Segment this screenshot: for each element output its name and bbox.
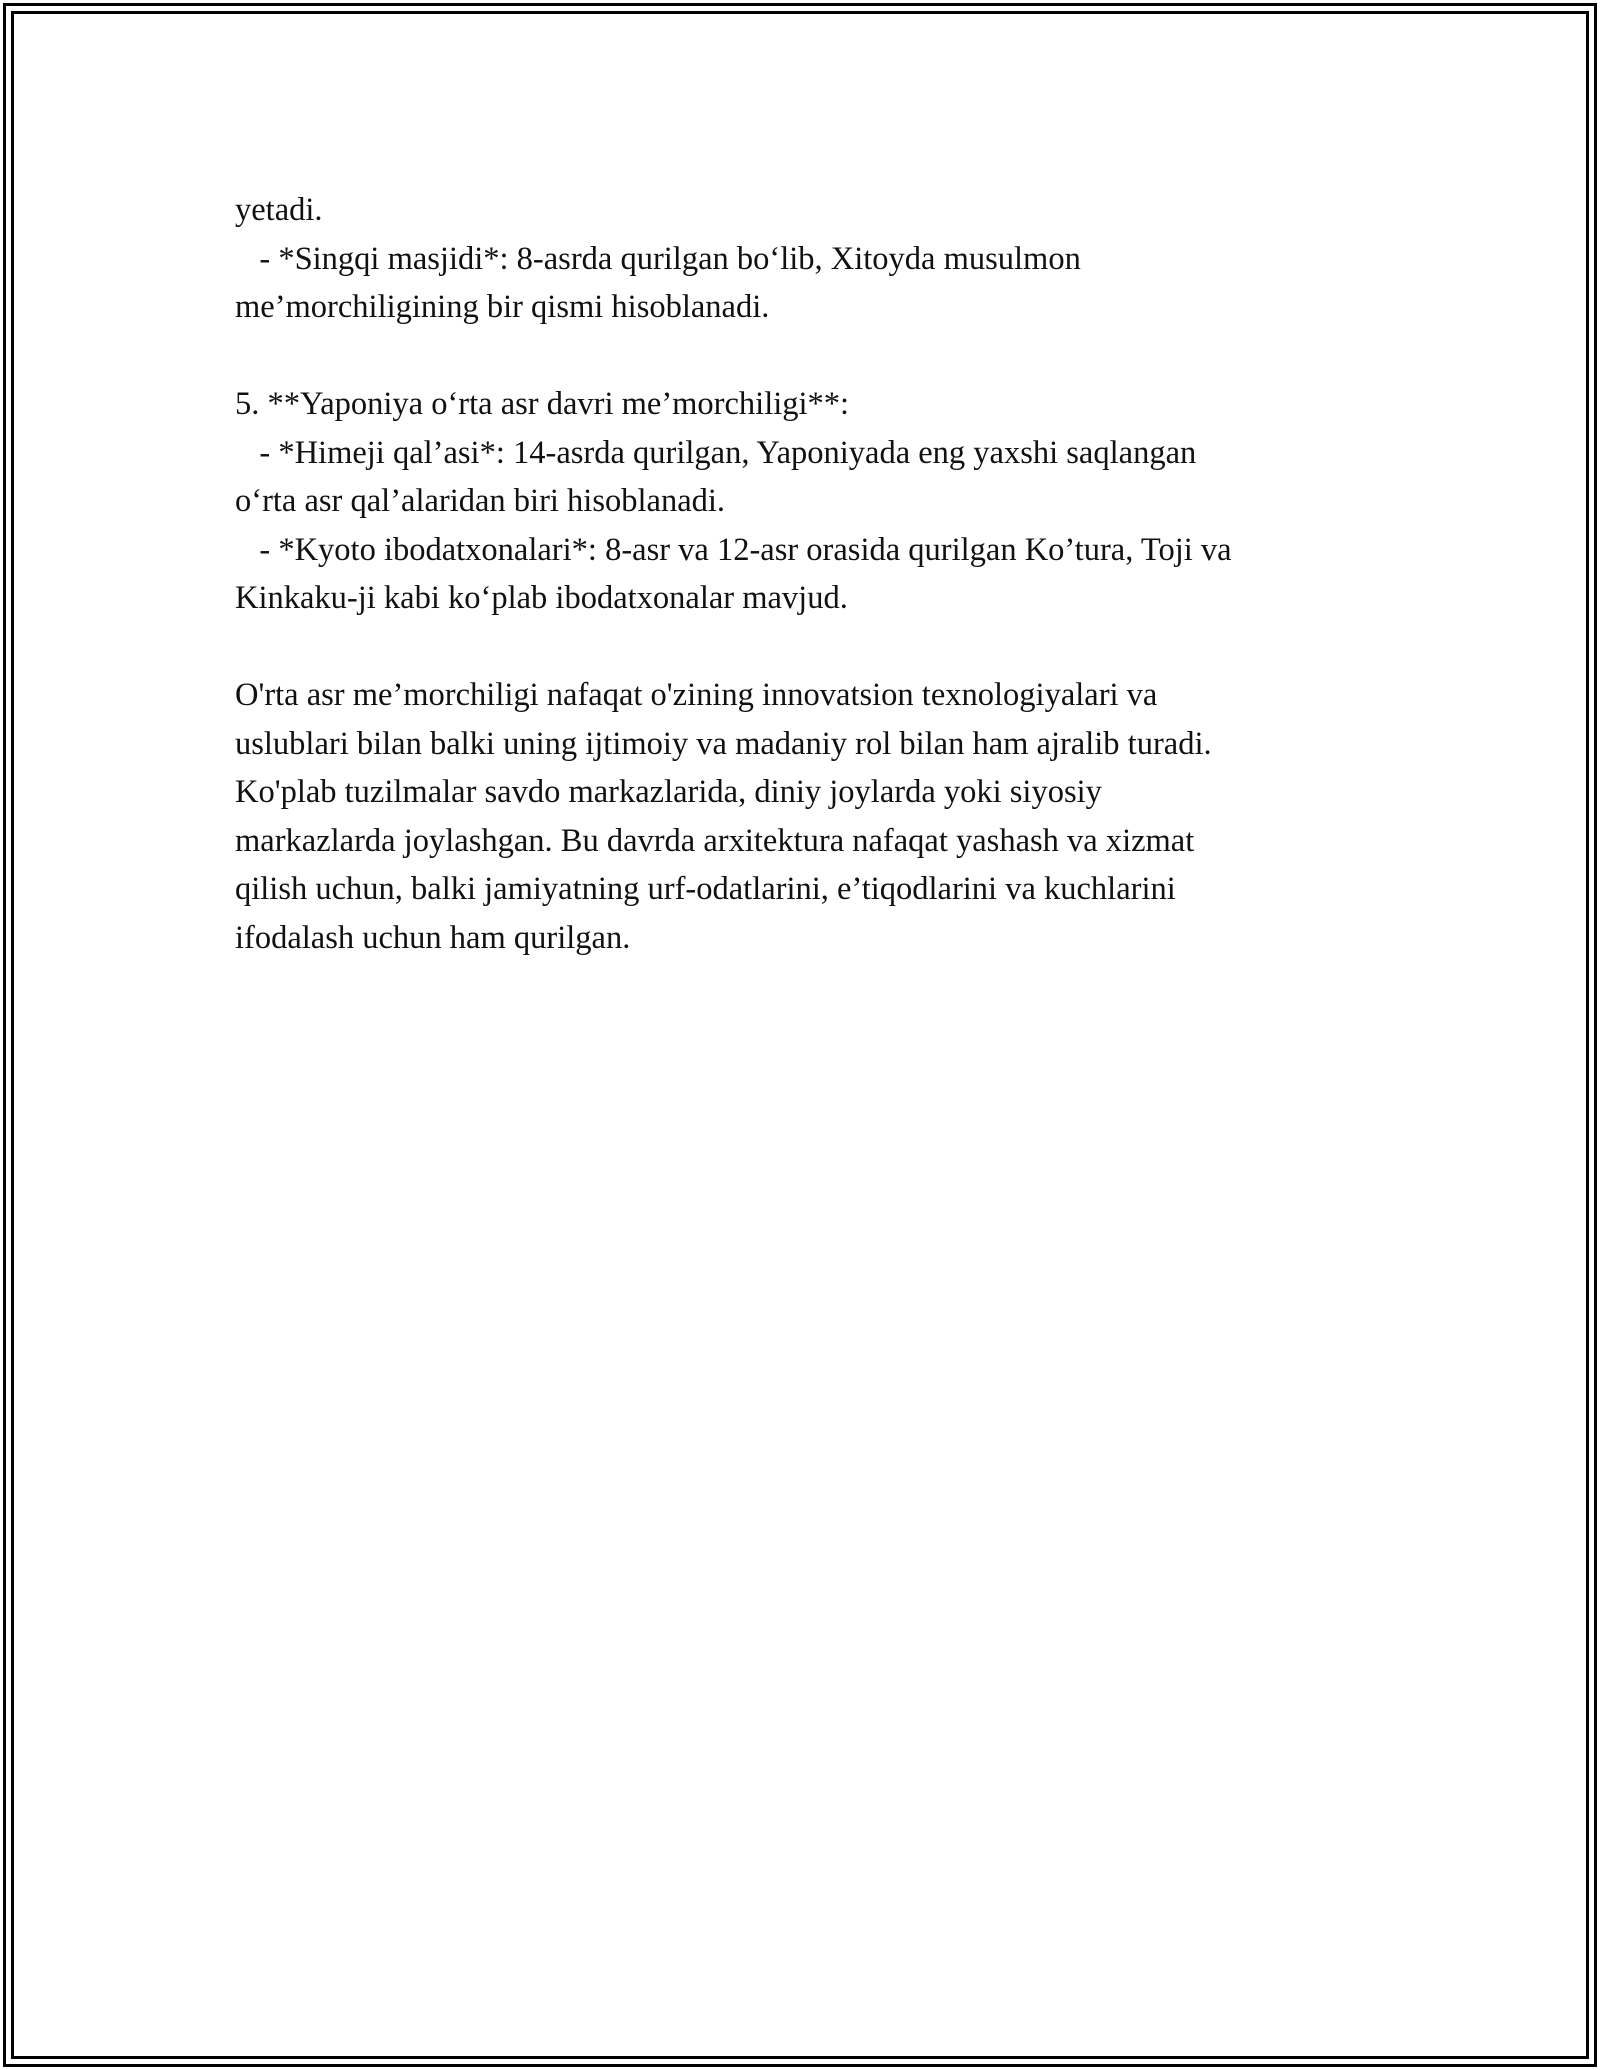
text-line: ifodalash uchun ham qurilgan.	[235, 919, 631, 956]
paragraph-conclusion	[235, 671, 1385, 962]
text-line: O'rta asr me’morchiligi nafaqat o'zining innovatsion texnologiyalari va	[235, 677, 1158, 713]
text-line: yetadi.	[235, 192, 323, 228]
paragraph-japan	[235, 380, 1385, 623]
text-line: markazlarda joylashgan. Bu davrda arxitektura nafaqat yashash va xizmat	[235, 822, 1195, 859]
text-line: uslublari bilan balki uning ijtimoiy va madaniy rol bilan ham ajralib turadi.	[235, 725, 1212, 762]
text-line: 5. **Yaponiya o‘rta asr davri me’morchiligi**:	[235, 386, 850, 422]
document-body	[235, 186, 1385, 962]
text-line: - *Kyoto ibodatxonalari*: 8-asr va 12-asr orasida qurilgan Ko’tura, Toji va	[235, 531, 1232, 568]
text-line: me’morchiligining bir qismi hisoblanadi.	[235, 289, 770, 325]
paragraph-spacer	[235, 623, 1385, 672]
paragraph-china-continued	[235, 186, 1385, 332]
text-line: Ko'plab tuzilmalar savdo markazlarida, diniy joylarda yoki siyosiy	[235, 774, 1102, 810]
text-line: - *Singqi masjidi*: 8-asrda qurilgan bo‘lib, Xitoyda musulmon	[235, 240, 1081, 277]
paragraph-spacer	[235, 332, 1385, 381]
text-line: - *Himeji qal’asi*: 14-asrda qurilgan, Yaponiyada eng yaxshi saqlangan	[235, 434, 1197, 471]
text-line: Kinkaku-ji kabi ko‘plab ibodatxonalar mavjud.	[235, 580, 848, 616]
text-line: qilish uchun, balki jamiyatning urf-odatlarini, e’tiqodlarini va kuchlarini	[235, 871, 1176, 907]
text-line: o‘rta asr qal’alaridan biri hisoblanadi.	[235, 483, 726, 519]
